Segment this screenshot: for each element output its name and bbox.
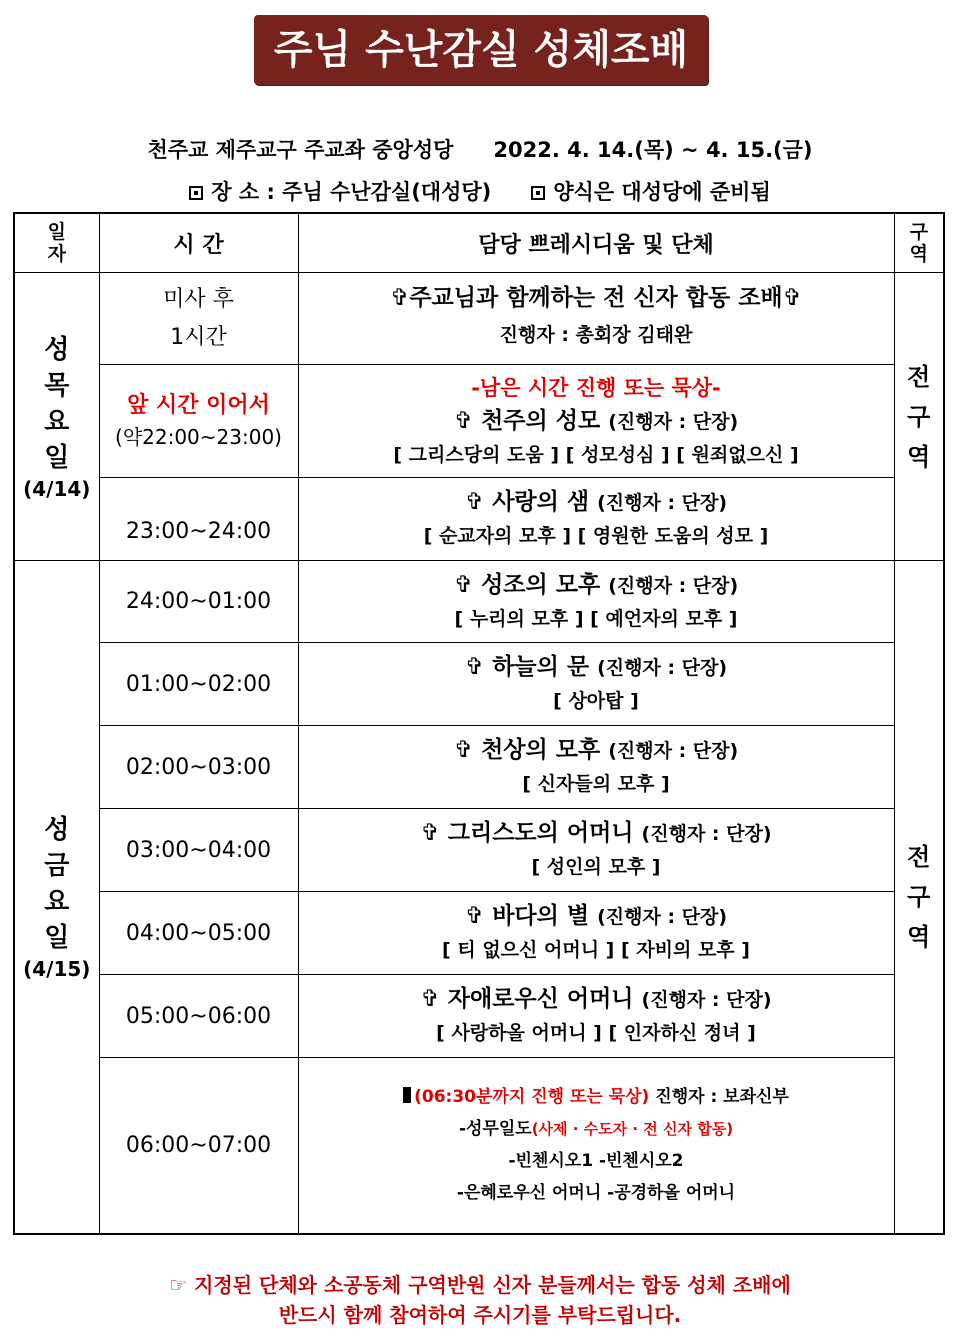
table-row <box>14 1058 944 1234</box>
day-cell-thursday: 성 목 요 일 (4/14) <box>14 273 99 561</box>
content-cell: ✞ 하늘의 문 (진행자 : 단장) [ 상아탑 ] <box>298 643 894 726</box>
time-cell: 미사 후 1시간 <box>99 273 298 365</box>
header-content: 담당 쁘레시디움 및 단체 <box>298 213 894 273</box>
day-cell-friday: 성 금 요 일 (4/15) <box>14 561 99 1234</box>
table-row <box>14 273 944 365</box>
content-cell: (06:30분까지 진행 또는 묵상) 진행자 : 보좌신부 -성무일도(사제 · 수도자 · 전 신자 합동) -빈첸시오1 -빈첸시오2 -은혜로우신 어머니 -공경하올 어머니 <box>298 1058 894 1234</box>
content-cell: ✞ 사랑의 샘 (진행자 : 단장) [ 순교자의 모후 ] [ 영원한 도움의 성모 ] <box>298 478 894 561</box>
table-row <box>14 726 944 809</box>
place-info <box>0 176 960 206</box>
table-row <box>14 975 944 1058</box>
table-row <box>14 478 944 561</box>
time-cell: 06:00~07:00 <box>99 1058 298 1234</box>
zone-cell-thursday: 전 구 역 <box>894 273 944 561</box>
table-header-row <box>14 213 944 273</box>
place-text: 장 소 : 주님 수난감실(대성당) <box>211 180 492 204</box>
content-cell: ✞주교님과 함께하는 전 신자 합동 조배✞ 진행자 : 총회장 김태완 <box>298 273 894 365</box>
table-row <box>14 561 944 643</box>
parish-name: 천주교 제주교구 주교좌 중앙성당 <box>147 138 454 162</box>
time-cell: 03:00~04:00 <box>99 809 298 892</box>
footer-note-line1: ☞ 지정된 단체와 소공동체 구역반원 신자 분들께서는 합동 성체 조배에 <box>169 1273 791 1297</box>
time-cell: 04:00~05:00 <box>99 892 298 975</box>
zone-cell-friday: 전 구 역 <box>894 561 944 1234</box>
content-cell: ✞ 성조의 모후 (진행자 : 단장) [ 누리의 모후 ] [ 예언자의 모후 ] <box>298 561 894 643</box>
time-cell: 02:00~03:00 <box>99 726 298 809</box>
page-title: 주님 수난감실 성체조배 <box>254 15 708 85</box>
time-cell: 05:00~06:00 <box>99 975 298 1058</box>
square-bullet-icon <box>531 186 545 200</box>
header-zone: 구 역 <box>894 213 944 273</box>
table-row <box>14 809 944 892</box>
content-cell: ✞ 자애로우신 어머니 (진행자 : 단장) [ 사랑하올 어머니 ] [ 인자하신 정녀 ] <box>298 975 894 1058</box>
time-cell: 23:00~24:00 <box>99 478 298 561</box>
schedule-table <box>13 212 945 1235</box>
content-cell: -남은 시간 진행 또는 묵상- ✞ 천주의 성모 (진행자 : 단장) [ 그리스당의 도움 ] [ 성모성심 ] [ 원죄없으신 ] <box>298 365 894 478</box>
time-cell: 24:00~01:00 <box>99 561 298 643</box>
footer-note-line2: 반드시 함께 참여하여 주시기를 부탁드립니다. <box>278 1303 682 1327</box>
square-bullet-icon <box>189 186 203 200</box>
table-row <box>14 892 944 975</box>
header-day: 일 자 <box>14 213 99 273</box>
bar-marker-icon <box>403 1087 411 1103</box>
time-cell: 앞 시간 이어서 (약22:00~23:00) <box>99 365 298 478</box>
parish-info <box>0 134 960 164</box>
time-cell: 01:00~02:00 <box>99 643 298 726</box>
table-row <box>14 365 944 478</box>
content-cell: ✞ 천상의 모후 (진행자 : 단장) [ 신자들의 모후 ] <box>298 726 894 809</box>
content-cell: ✞ 바다의 별 (진행자 : 단장) [ 티 없으신 어머니 ] [ 자비의 모후 ] <box>298 892 894 975</box>
form-text: 양식은 대성당에 준비됨 <box>553 180 771 204</box>
table-row <box>14 643 944 726</box>
content-cell: ✞ 그리스도의 어머니 (진행자 : 단장) [ 성인의 모후 ] <box>298 809 894 892</box>
event-dates: 2022. 4. 14.(목) ~ 4. 15.(금) <box>493 138 813 162</box>
header-time: 시 간 <box>99 213 298 273</box>
